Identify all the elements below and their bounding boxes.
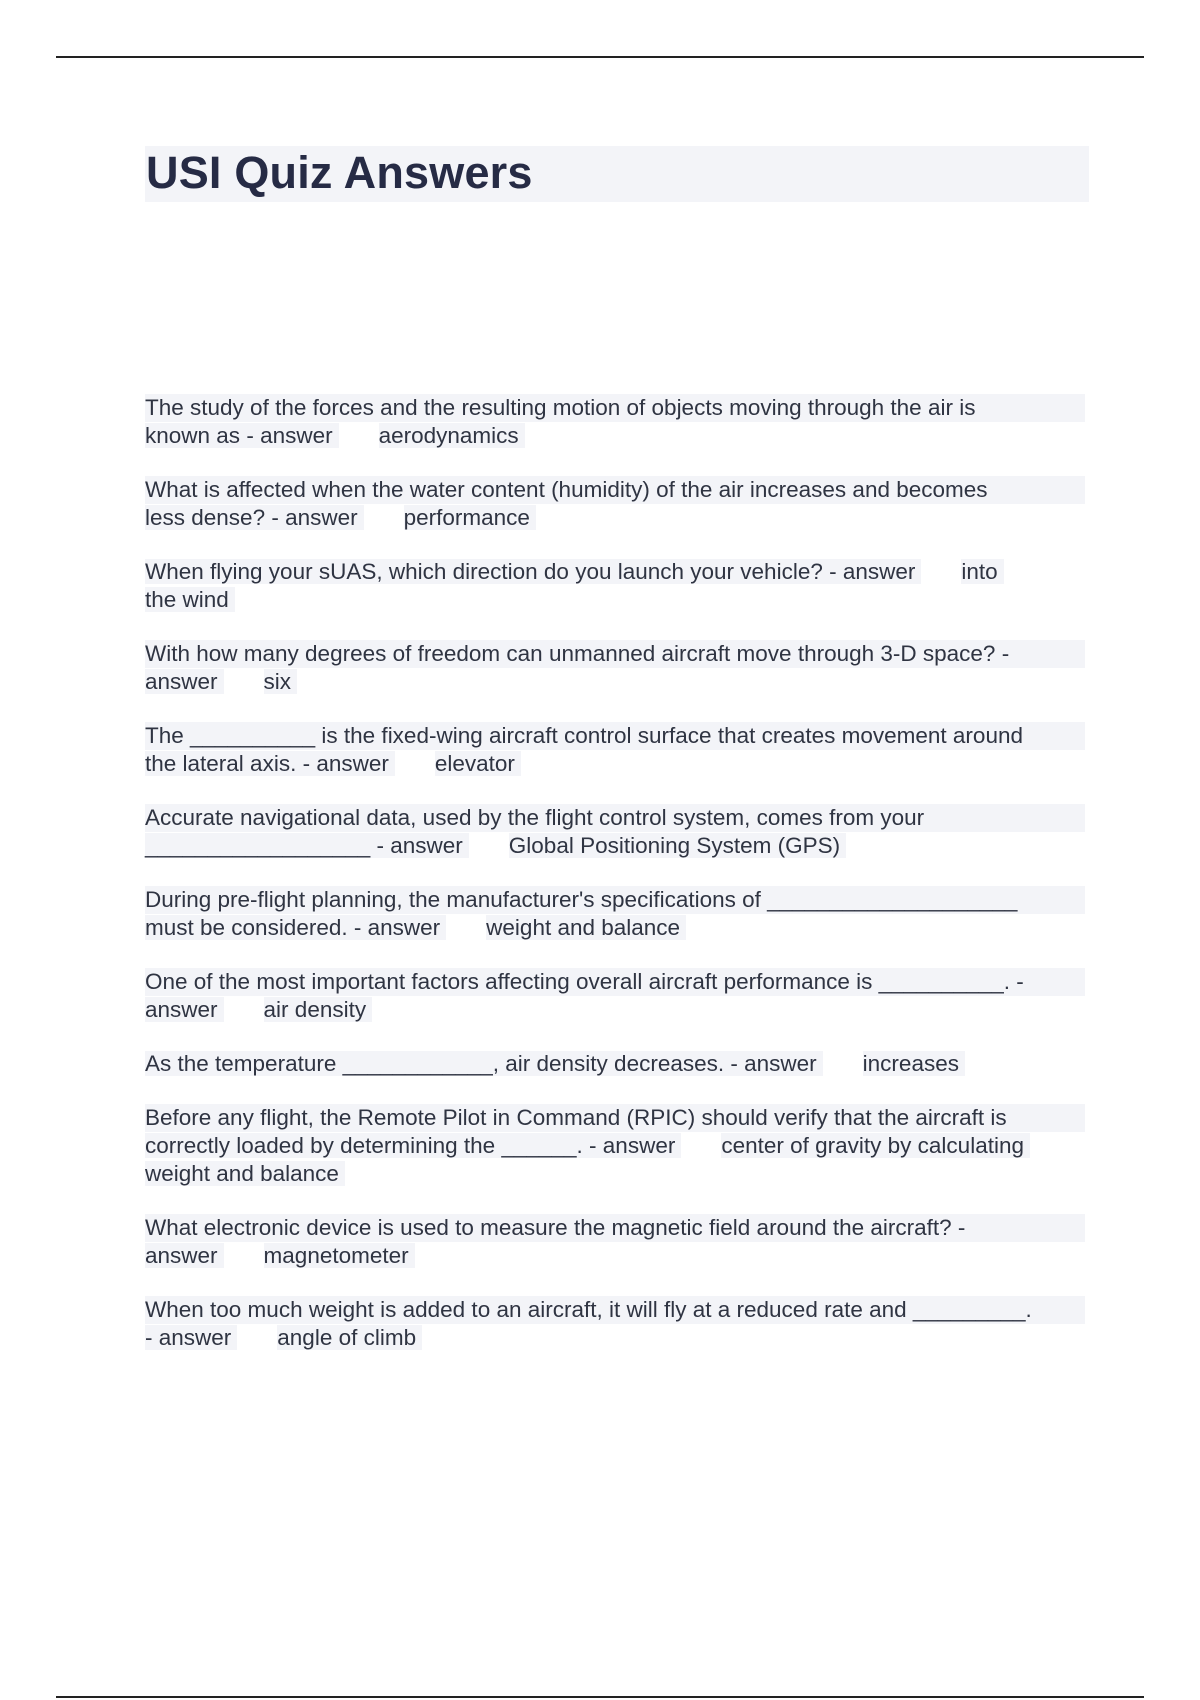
answer-line: [145, 1160, 1085, 1188]
question-line: The __________ is the fixed-wing aircraft control surface that creates movement around: [145, 722, 1085, 750]
question-line: answer six: [145, 668, 1085, 696]
answer-label: - answer: [730, 1051, 817, 1076]
qa-item: [145, 558, 1085, 614]
answer-text-lead: center of gravity by calculating: [721, 1133, 1030, 1158]
question-line: must be considered. - answer weight and balance: [145, 914, 1085, 942]
answer-label: - answer: [246, 423, 333, 448]
answer-text: aerodynamics: [379, 423, 525, 448]
answer-text: Global Positioning System (GPS): [509, 833, 846, 858]
bottom-rule: [56, 1696, 1144, 1698]
question-line: Accurate navigational data, used by the flight control system, comes from your: [145, 804, 1085, 832]
answer-text: angle of climb: [277, 1325, 422, 1350]
qa-list: [145, 394, 1085, 1378]
answer-text: weight and balance: [486, 915, 686, 940]
answer-label: - answer: [353, 915, 441, 940]
answer-line: [145, 586, 1085, 614]
answer-text: increases: [863, 1051, 965, 1076]
question-line: known as - answer aerodynamics: [145, 422, 1085, 450]
question-line: correctly loaded by determining the ______. - answer center of gravity by calculating: [145, 1132, 1085, 1160]
question-line: When flying your sUAS, which direction do you launch your vehicle? - answer into: [145, 558, 1085, 586]
qa-item: [145, 1214, 1085, 1270]
question-line: answer air density: [145, 996, 1085, 1024]
question-line: When too much weight is added to an aircraft, it will fly at a reduced rate and _________.: [145, 1296, 1085, 1324]
qa-item: [145, 476, 1085, 532]
qa-item: [145, 640, 1085, 696]
question-line: The study of the forces and the resulting motion of objects moving through the air is: [145, 394, 1085, 422]
answer-text: performance: [404, 505, 536, 530]
answer-label: - answer: [271, 505, 358, 530]
answer-label: - answer: [376, 833, 463, 858]
qa-item: [145, 1050, 1085, 1078]
question-line: With how many degrees of freedom can unmanned aircraft move through 3-D space? -: [145, 640, 1085, 668]
answer-label: - answer: [302, 751, 389, 776]
question-line: One of the most important factors affecting overall aircraft performance is __________. -: [145, 968, 1085, 996]
question-line: As the temperature ____________, air density decreases. - answer increases: [145, 1050, 1085, 1078]
answer-text: elevator: [435, 751, 521, 776]
question-line: Before any flight, the Remote Pilot in Command (RPIC) should verify that the aircraft is: [145, 1104, 1085, 1132]
answer-text: the wind: [145, 587, 235, 612]
answer-label: - answer: [829, 559, 916, 584]
qa-item: [145, 1104, 1085, 1188]
question-line: - answer angle of climb: [145, 1324, 1085, 1352]
answer-label: - answer: [589, 1133, 676, 1158]
question-line: the lateral axis. - answer elevator: [145, 750, 1085, 778]
question-line: What electronic device is used to measure the magnetic field around the aircraft? -: [145, 1214, 1085, 1242]
top-rule: [56, 56, 1144, 58]
answer-text-lead: into: [961, 559, 1003, 584]
qa-item: [145, 722, 1085, 778]
qa-item: [145, 886, 1085, 942]
answer-text: weight and balance: [145, 1161, 345, 1186]
question-line: During pre-flight planning, the manufacturer's specifications of ____________________: [145, 886, 1085, 914]
question-line: answer magnetometer: [145, 1242, 1085, 1270]
answer-text: air density: [264, 997, 373, 1022]
question-line: less dense? - answer performance: [145, 504, 1085, 532]
document-title: USI Quiz Answers: [146, 147, 533, 198]
qa-item: [145, 394, 1085, 450]
answer-text: six: [264, 669, 298, 694]
answer-text: magnetometer: [264, 1243, 415, 1268]
question-line: __________________ - answer Global Positioning System (GPS): [145, 832, 1085, 860]
qa-item: [145, 968, 1085, 1024]
question-line: What is affected when the water content (humidity) of the air increases and becomes: [145, 476, 1085, 504]
qa-item: [145, 804, 1085, 860]
qa-item: [145, 1296, 1085, 1352]
